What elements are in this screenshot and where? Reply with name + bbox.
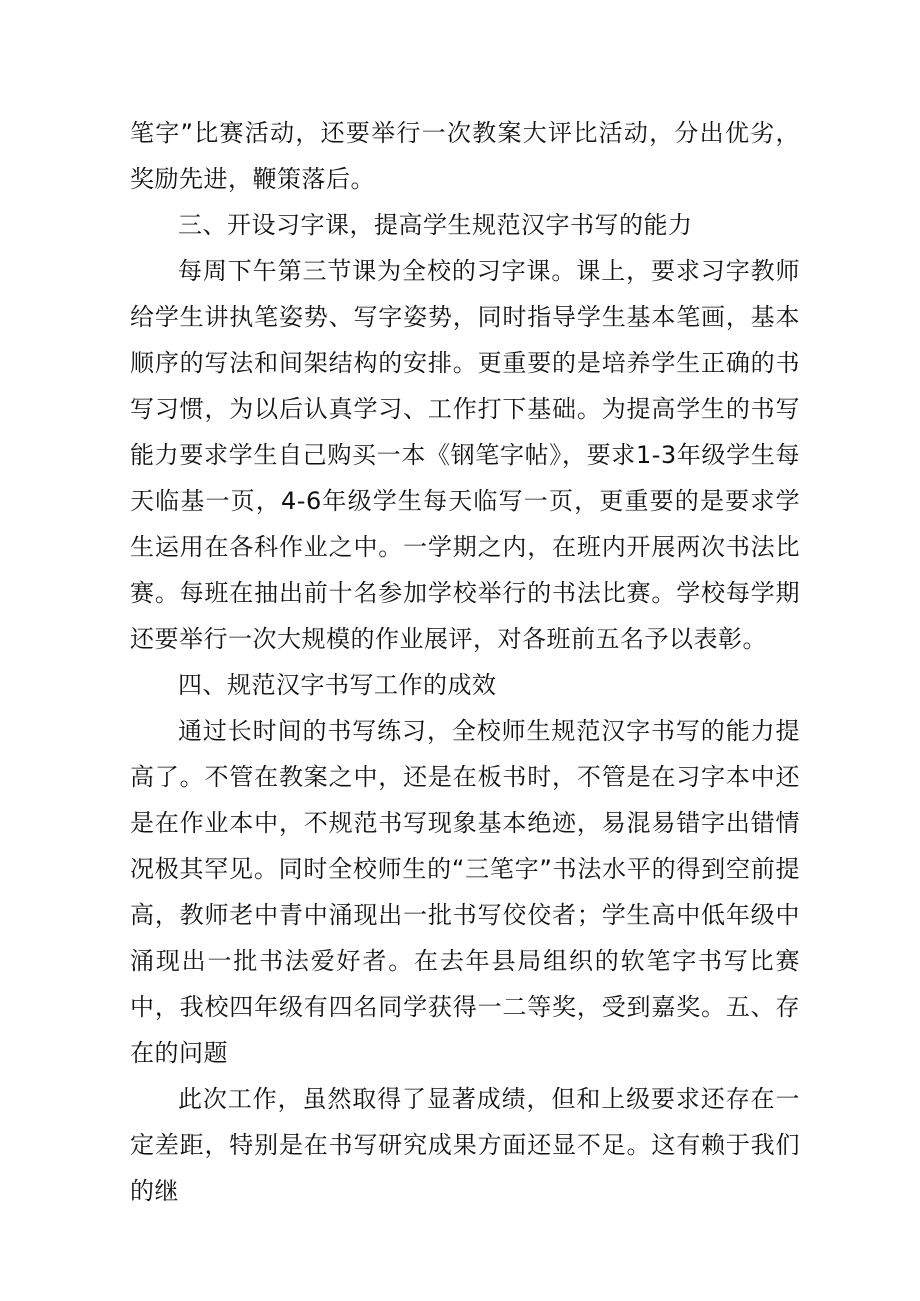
paragraph-writing-class: 每周下午第三节课为全校的习字课。课上，要求习字教师给学生讲执笔姿势、写字姿势，同时指导学生基本笔画，基本顺序的写法和间架结构的安排。更重要的是培养学生正确的书写习惯，为以后认真学习、工作打下基础。为提高学生的书写能力要求学生自己购买一本《钢笔字帖》，要求1-3年级学生每天临基一页，4-6年级学生每天临写一页，更重要的是要求学生运用在各科作业之中。一学期之内，在班内开展两次书法比赛。每班在抽出前十名参加学校举行的书法比赛。学校每学期还要举行一次大规模的作业展评，对各班前五名予以表彰。	[130, 257, 800, 653]
section-heading-three: 三、开设习字课，提高学生规范汉字书写的能力	[178, 211, 693, 239]
paragraph-results: 通过长时间的书写练习，全校师生规范汉字书写的能力提高了。不管在教案之中，还是在板书时，不管是在习字本中还是在作业本中，不规范书写现象基本绝迹，易混易错字出错情况极其罕见。同时全校师生的“三笔字”书法水平的得到空前提高，教师老中青中涌现出一批书写佼佼者；学生高中低年级中涌现出一批书法爱好者。在去年县局组织的软笔字书写比赛中，我校四年级有四名同学获得一二等奖，受到嘉奖。五、存在的问题	[130, 717, 800, 1067]
document-body	[130, 110, 800, 1214]
paragraph-continuation: 笔字”比赛活动，还要举行一次教案大评比活动，分出优劣，奖励先进，鞭策落后。	[130, 119, 800, 193]
paragraph-problems: 此次工作，虽然取得了显著成绩，但和上级要求还存在一定差距，特别是在书写研究成果方面还显不足。这有赖于我们的继	[130, 1085, 800, 1205]
section-heading-four: 四、规范汉字书写工作的成效	[178, 671, 497, 699]
